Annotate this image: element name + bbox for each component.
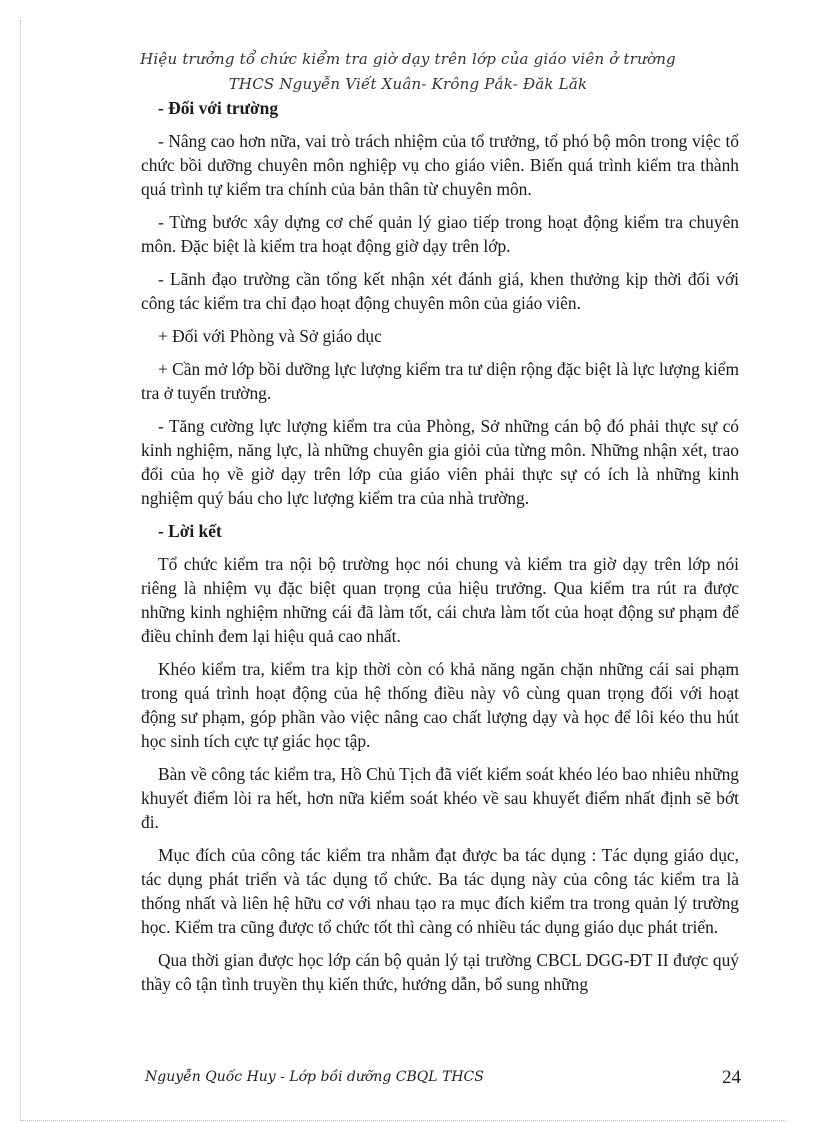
section-heading-school: - Đối với trường	[158, 98, 279, 118]
paragraph: Mục đích của công tác kiểm tra nhằm đạt được ba tác dụng : Tác dụng giáo dục, tác dụng phát triển và tác dụng tổ chức. Ba tác dụng này của công tác kiểm tra là thống nhất và liên hệ hữu cơ với nhau tạo ra mục đích kiểm tra trong quản lý trường học. Kiểm tra cũng được tổ chức tốt thì càng có nhiều tác dụng giáo dục phát triển.	[141, 845, 739, 937]
paragraph: - Nâng cao hơn nữa, vai trò trách nhiệm của tổ trưởng, tổ phó bộ môn trong việc tổ chức bồi dưỡng chuyên môn nghiệp vụ cho giáo viên. Biến quá trình kiểm tra thành quá trình tự kiểm tra chính của bản thân từ chuyên môn.	[141, 131, 739, 199]
page-footer	[145, 1067, 741, 1091]
paragraph: Bàn về công tác kiểm tra, Hồ Chủ Tịch đã viết kiểm soát khéo léo bao nhiêu những khuyết điểm lòi ra hết, hơn nữa kiểm soát khéo về sau khuyết điểm nhất định sẽ bớt đi.	[141, 764, 739, 832]
running-header-line-2: THCS Nguyễn Viết Xuân- Krông Pắk- Đăk Lăk	[228, 75, 588, 93]
paragraph: Qua thời gian được học lớp cán bộ quản lý tại trường CBCL DGG-ĐT II được quý thầy cô tận tình truyền thụ kiến thức, hướng dẫn, bổ sung những	[141, 950, 739, 994]
page-bottom-rule	[20, 1120, 786, 1121]
paragraph: - Tăng cường lực lượng kiểm tra của Phòng, Sở những cán bộ đó phải thực sự có kinh nghiệm, năng lực, là những chuyên gia giỏi của từng môn. Những nhận xét, trao đổi của họ về giờ dạy trên lớp của giáo viên phải thực sự có ích là những kinh nghiệm quý báu cho lực lượng kiểm tra của nhà trường.	[141, 416, 739, 508]
paragraph: - Từng bước xây dựng cơ chế quản lý giao tiếp trong hoạt động kiểm tra chuyên môn. Đặc biệt là kiểm tra hoạt động giờ dạy trên lớp.	[141, 212, 739, 256]
paragraph: Khéo kiểm tra, kiểm tra kịp thời còn có khả năng ngăn chặn những cái sai phạm trong quá trình hoạt động của hệ thống điều này vô cùng quan trọng đối với hoạt động sư phạm, góp phần vào việc nâng cao chất lượng dạy và học để lôi kéo thu hút học sinh tích cực tự giác học tập.	[141, 659, 739, 751]
section-heading-department: + Đối với Phòng và Sở giáo dục	[158, 326, 382, 346]
document-body	[141, 96, 739, 1005]
paragraph: - Lãnh đạo trường cần tổng kết nhận xét đánh giá, khen thưởng kịp thời đối với công tác kiểm tra chỉ đạo hoạt động chuyên môn của giáo viên.	[141, 269, 739, 313]
section-heading-conclusion: - Lời kết	[158, 521, 222, 541]
page-number: 24	[722, 1067, 741, 1088]
footer-author-text: Nguyễn Quốc Huy - Lớp bồi dưỡng CBQL THCS	[145, 1069, 484, 1085]
paragraph: Tổ chức kiểm tra nội bộ trường học nói chung và kiểm tra giờ dạy trên lớp nói riêng là nhiệm vụ đặc biệt quan trọng của hiệu trưởng. Qua kiểm tra rút ra được những kinh nghiệm những cái đã làm tốt, cái chưa làm tốt của hoạt động sư phạm để điều chỉnh đem lại hiệu quả cao nhất.	[141, 554, 739, 646]
paragraph: + Cần mở lớp bồi dưỡng lực lượng kiểm tra tư diện rộng đặc biệt là lực lượng kiểm tra ở tuyến trường.	[141, 359, 739, 403]
running-header-line-1: Hiệu trưởng tổ chức kiểm tra giờ dạy trên lớp của giáo viên ở trường	[140, 50, 676, 68]
